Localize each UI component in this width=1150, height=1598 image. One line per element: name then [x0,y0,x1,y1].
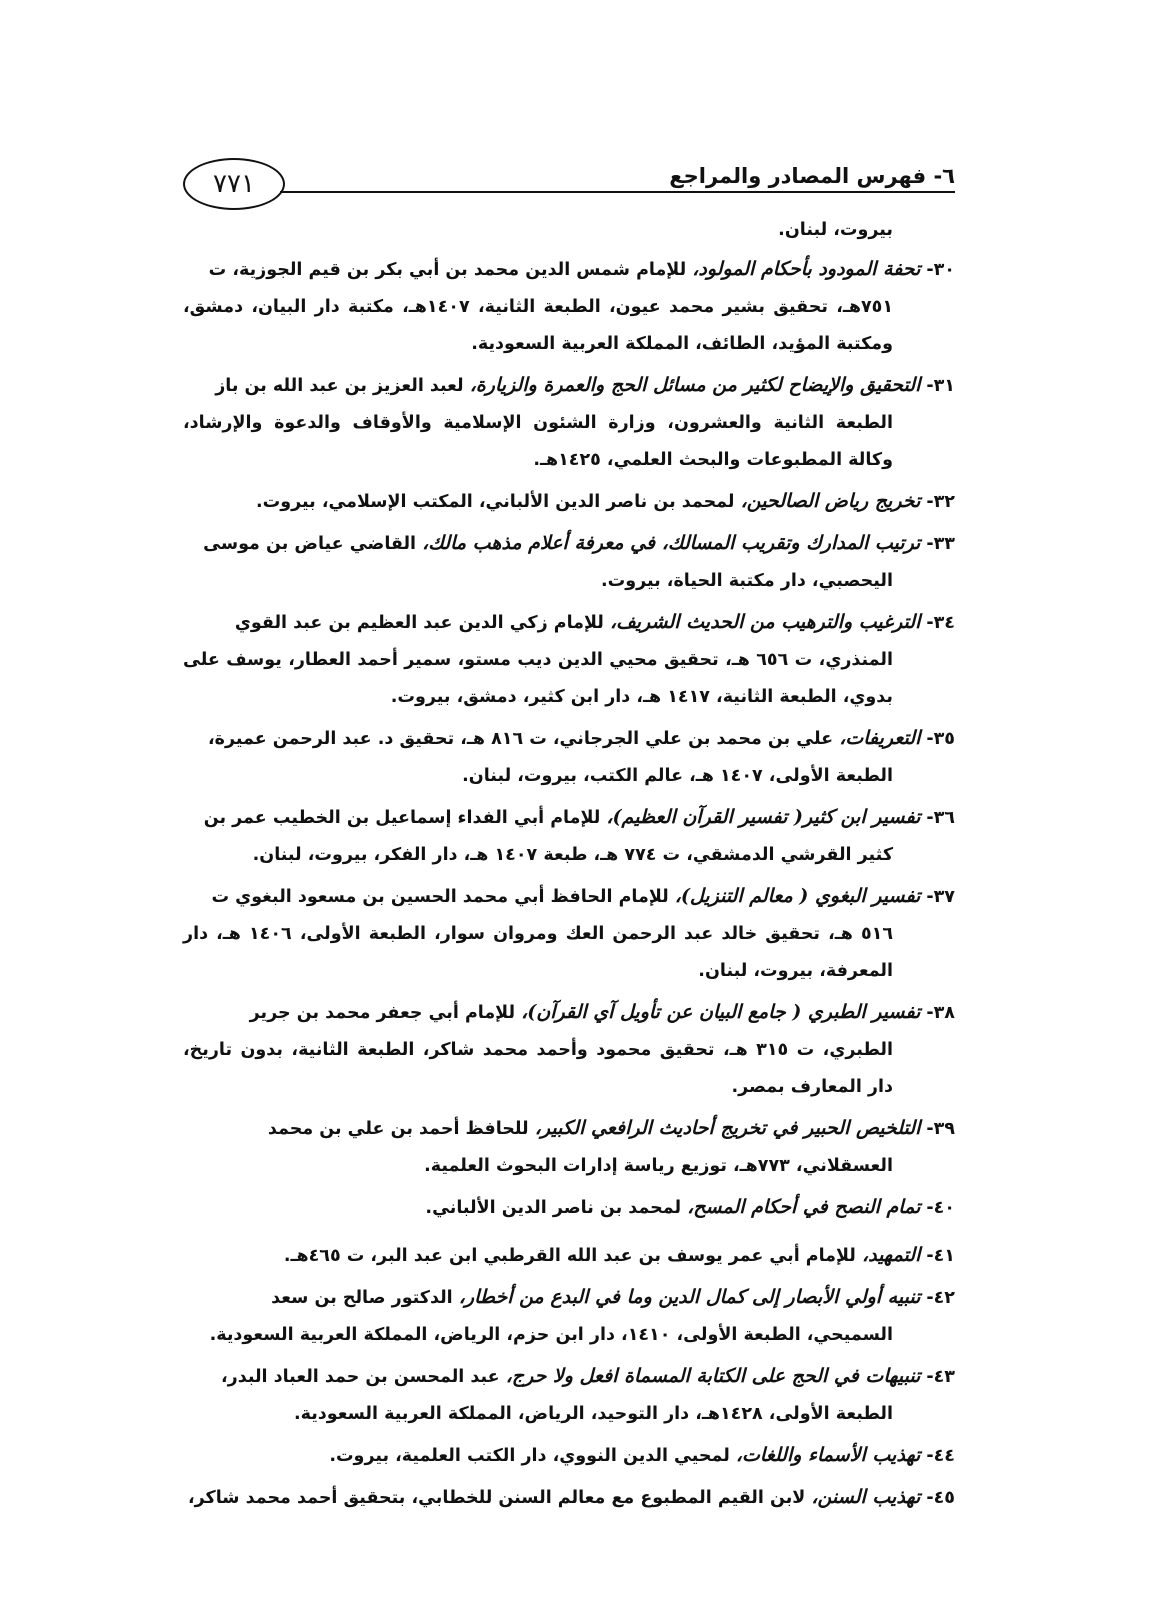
entry-first-line [183,1479,955,1517]
entry-title: تفسير ابن كثير( تفسير القرآن العظيم)، [606,806,921,828]
entry-first-line [183,994,955,1032]
entry-title: التحقيق والإيضاح لكثير من مسائل الحج والعمرة والزيارة، [469,374,921,396]
entry-details: لمحمد بن ناصر الدين الألباني. [425,1198,688,1218]
entry-continuation: الطبري، ت ٣١٥ هـ، تحقيق محمود وأحمد محمد شاكر، الطبعة الثانية، بدون تاريخ، دار المعارف بمصر. [183,1040,893,1097]
entry-title: تفسير الطبري ( جامع البيان عن تأويل آي القرآن)، [521,1001,921,1023]
header-rule [280,191,955,193]
entry-title: الترغيب والترهيب من الحديث الشريف، [609,611,921,633]
entries-container [183,251,955,1517]
entry-first-line [183,720,955,758]
entry-continuation: الطبعة الثانية والعشرون، وزارة الشئون الإسلامية والأوقاف والدعوة والإرشاد، وكالة المطبوعات والبحث العلمي، ١٤٢٥هـ. [183,413,893,470]
entry-continuation: ٥١٦ هـ، تحقيق خالد عبد الرحمن العك ومروان سوار، الطبعة الأولى، ١٤٠٦ هـ، دار المعرفة، بيروت، لبنان. [183,924,893,981]
entry-first-line [183,1110,955,1148]
entry-continuation: العسقلاني، ٧٧٣هـ، توزيع رياسة إدارات البحوث العلمية. [424,1156,893,1176]
entry-details: لمحمد بن ناصر الدين الألباني، المكتب الإسلامي، بيروت. [256,492,741,512]
entry-first-line [183,1189,955,1227]
reference-entry [183,1110,955,1185]
entry-first-line [183,604,955,642]
entry-details: للإمام زكي الدين عبد العظيم بن عبد القوي [234,613,610,633]
entry-title: تنبيه أولي الأبصار إلى كمال الدين وما في البدع من أخطار، [458,1286,921,1308]
page-number: ٧٧١ [213,169,255,199]
entry-number: ٣٤- [926,613,955,633]
reference-entry [183,604,955,716]
entry-number: ٤٥- [926,1488,955,1508]
entry-number: ٣٩- [926,1119,955,1139]
entry-details: لعبد العزيز بن عبد الله بن باز [215,376,470,396]
entry-details: علي بن محمد بن علي الجرجاني، ت ٨١٦ هـ، تحقيق د. عبد الرحمن عميرة، [208,729,840,749]
entry-title: التعريفات، [839,727,921,749]
entry-details: الدكتور صالح بن سعد [271,1288,459,1308]
reference-entry [183,1358,955,1433]
reference-entry [183,1189,955,1227]
entry-title: تحفة المودود بأحكام المولود، [692,258,921,280]
entry-first-line [183,799,955,837]
reference-entry [183,1237,955,1275]
reference-entry [183,878,955,990]
section-title: ٦- فهرس المصادر والمراجع [669,164,955,188]
entry-details: للحافظ أحمد بن علي بن محمد [267,1119,535,1139]
entry-title: تهذيب الأسماء واللغات، [735,1444,921,1466]
entry-continuation: المنذري، ت ٦٥٦ هـ، تحقيق محيي الدين ديب مستو، سمير أحمد العطار، يوسف على بدوي، الطبعة الثانية، ١٤١٧ هـ، دار ابن كثير، دمشق، بيروت. [183,650,893,707]
page-number-badge [183,158,285,210]
entry-title: ترتيب المدارك وتقريب المسالك، في معرفة أعلام مذهب مالك، [422,532,921,554]
entry-title: التلخيص الحبير في تخريج أحاديث الرافعي الكبير، [534,1117,921,1139]
entry-details: للإمام أبي عمر يوسف بن عبد الله القرطبي ابن عبد البر، ت ٤٦٥هـ. [283,1246,862,1266]
entry-continuation: ٧٥١هـ، تحقيق بشير محمد عيون، الطبعة الثانية، ١٤٠٧هـ، مكتبة دار البيان، دمشق، ومكتبة المؤيد، الطائف، المملكة العربية السعودية. [183,297,894,354]
entry-title: تنبيهات في الحج على الكتابة المسماة افعل ولا حرج، [505,1365,921,1387]
entry-continuation: كثير القرشي الدمشقي، ت ٧٧٤ هـ، طبعة ١٤٠٧ هـ، دار الفكر، بيروت، لبنان. [252,845,893,865]
entry-number: ٣٧- [926,887,955,907]
entry-number: ٤٤- [926,1446,955,1466]
entry-first-line [183,251,955,289]
reference-entry [183,1437,955,1475]
entry-first-line [183,483,955,521]
entry-details: للإمام الحافظ أبي محمد الحسين بن مسعود البغوي ت [211,887,675,907]
entry-first-line [183,1437,955,1475]
reference-entry [183,251,955,363]
entry-title: تهذيب السنن، [811,1486,921,1508]
entry-first-line [183,878,955,916]
entry-number: ٤٢- [926,1288,955,1308]
entry-title: التمهيد، [861,1244,921,1266]
reference-entry [183,367,955,479]
entry-details: لمحيي الدين النووي، دار الكتب العلمية، بيروت. [329,1446,736,1466]
entry-details: للإمام أبي الفداء إسماعيل بن الخطيب عمر بن [203,808,607,828]
entry-first-line [183,1279,955,1317]
entry-number: ٣٦- [926,808,955,828]
entry-first-line [183,367,955,405]
reference-entry [183,799,955,874]
entry-first-line [183,1237,955,1275]
entry-number: ٣٨- [926,1003,955,1023]
reference-entry [183,994,955,1106]
entry-number: ٤١- [926,1246,955,1266]
entry-details: للإمام أبي جعفر محمد بن جرير [249,1003,522,1023]
continuation-text: بيروت، لبنان. [778,220,893,240]
entry-number: ٣٠- [926,260,955,280]
entry-continuation: الطبعة الأولى، ١٤٢٨هـ، دار التوحيد، الرياض، المملكة العربية السعودية. [293,1404,893,1424]
entry-number: ٣٣- [926,534,955,554]
entry-number: ٣١- [926,376,955,396]
references-list [183,212,955,1521]
entry-continuation: السميحي، الطبعة الأولى، ١٤١٠، دار ابن حزم، الرياض، المملكة العربية السعودية. [209,1325,893,1345]
reference-entry [183,483,955,521]
entry-details: للإمام شمس الدين محمد بن أبي بكر بن قيم الجوزية، ت [208,260,693,280]
entry-details: عبد المحسن بن حمد العباد البدر، [220,1367,506,1387]
entry-details: القاضي عياض بن موسى [203,534,423,554]
entry-details: لابن القيم المطبوع مع معالم السنن للخطابي، بتحقيق أحمد محمد شاكر، [188,1488,812,1508]
entry-number: ٣٥- [926,729,955,749]
reference-entry [183,1279,955,1354]
reference-entry [183,525,955,600]
entry-continuation: الطبعة الأولى، ١٤٠٧ هـ، عالم الكتب، بيروت، لبنان. [462,766,893,786]
reference-entry [183,1479,955,1517]
entry-number: ٤٠- [926,1198,955,1218]
entry-continuation: اليحصبي، دار مكتبة الحياة، بيروت. [601,571,893,591]
entry-number: ٤٣- [926,1367,955,1387]
entry-first-line [183,525,955,563]
entry-title: تمام النصح في أحكام المسح، [687,1196,921,1218]
page-header [180,158,955,216]
entry-first-line [183,1358,955,1396]
entry-number: ٣٢- [926,492,955,512]
reference-entry [183,720,955,795]
entry-title: تخريج رياض الصالحين، [740,490,921,512]
entry-title: تفسير البغوي ( معالم التنزيل)، [674,885,921,907]
